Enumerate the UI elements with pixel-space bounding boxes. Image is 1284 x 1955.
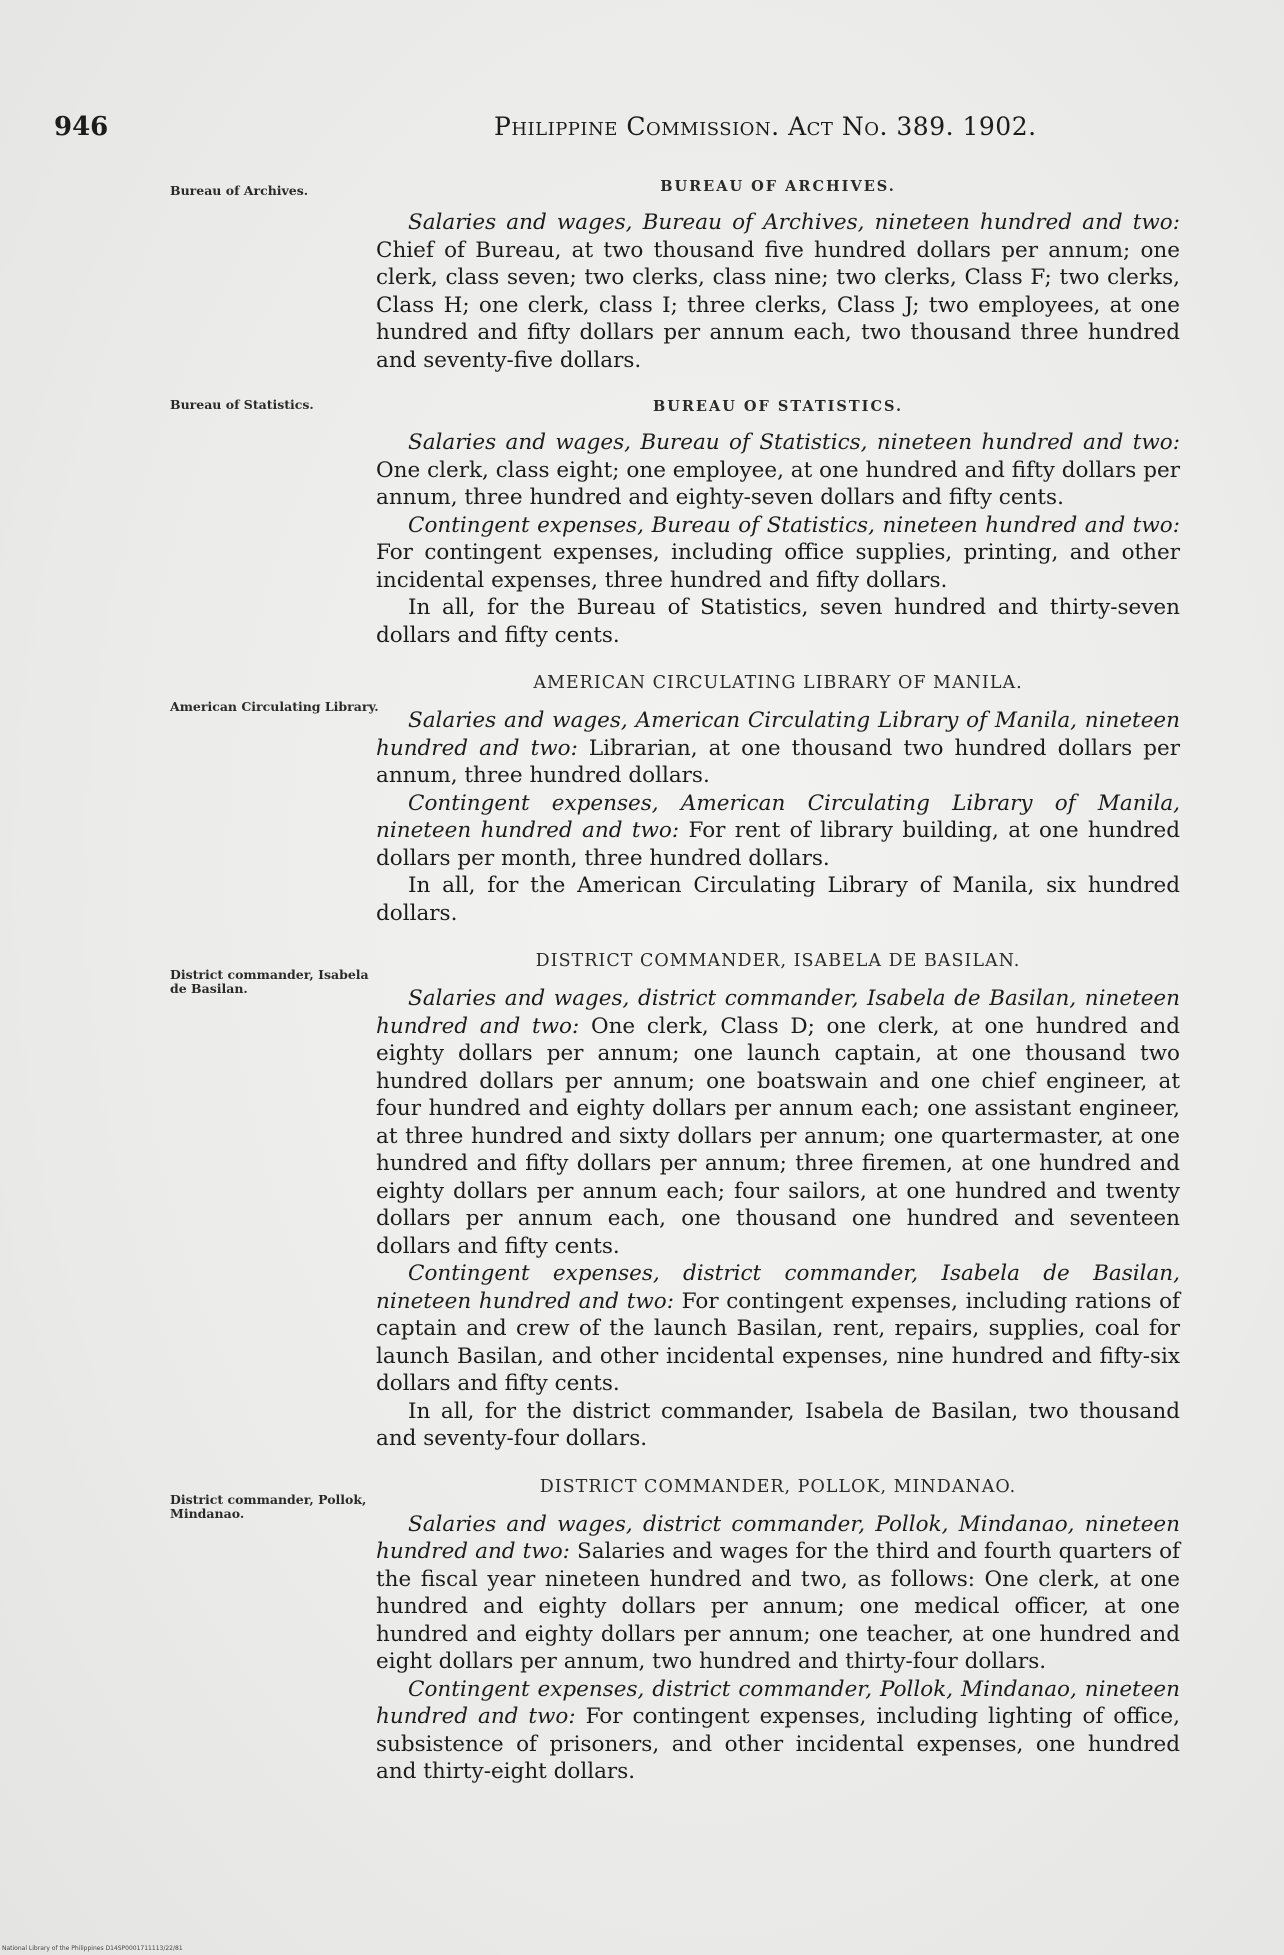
paragraph-lead: Contingent expenses, district commander, Pollok, Mindanao, nineteen hundred and two: (376, 1676, 1180, 1729)
paragraph (376, 790, 1180, 873)
paragraph (376, 1511, 1180, 1676)
paragraph-lead: Contingent expenses, district commander, Isabela de Basilan, nineteen hundred and two: (376, 1261, 1180, 1314)
paragraph-text: For contingent expenses, including lighting of office, subsistence of prisoners, and other incidental expenses, one hundred and thirty-eight dollars. (376, 1704, 1180, 1784)
main-content (376, 178, 1180, 1786)
section-statistics (376, 398, 1180, 649)
paragraph (376, 707, 1180, 790)
page-number: 946 (54, 112, 109, 142)
paragraph (376, 1398, 1180, 1453)
paragraph (376, 594, 1180, 649)
section-title: BUREAU OF STATISTICS. (652, 398, 903, 415)
margin-note-basilan: District commander, Isabela de Basilan. (170, 967, 369, 996)
margin-note-archives: Bureau of Archives. (170, 183, 309, 198)
paragraph-text: Salaries and wages for the third and fourth quarters of the fiscal year nineteen hundred and two, as follows: One clerk, at one hundred and eighty dollars per annum; one medical officer, at one hundred and eighty dollars per annum; one teacher, at one hundred and eight dollars per annum, two hundred and thirty-four dollars. (376, 1539, 1180, 1674)
page-header (54, 112, 1074, 148)
paragraph (376, 429, 1180, 512)
paragraph-lead: Salaries and wages, district commander, Isabela de Basilan, nineteen hundred and two: (376, 986, 1180, 1039)
paragraph-text: For contingent expenses, including office supplies, printing, and other incidental expenses, three hundred and fifty dollars. (376, 540, 1180, 593)
margin-note-pollok: District commander, Pollok, Mindanao. (170, 1492, 367, 1521)
paragraph-lead: Salaries and wages, American Circulating Library of Manila, nineteen hundred and two: (376, 708, 1180, 761)
paragraph-lead: Contingent expenses, American Circulating Library of Manila, nineteen hundred and two: (376, 790, 1180, 843)
section-title: DISTRICT COMMANDER, ISABELA DE BASILAN. (535, 951, 1021, 971)
section-library (376, 673, 1180, 927)
paragraph-lead: Salaries and wages, Bureau of Archives, nineteen hundred and two: (408, 210, 1180, 235)
paragraph-text: For contingent expenses, including rations of captain and crew of the launch Basilan, rent, repairs, supplies, coal for launch Basilan, and other incidental expenses, nine hundred and fifty-six dollars and fifty cents. (376, 1288, 1180, 1396)
section-title: DISTRICT COMMANDER, POLLOK, MINDANAO. (539, 1476, 1017, 1497)
section-archives (376, 178, 1180, 374)
running-head: Philippine Commission. Act No. 389. 1902. (494, 112, 1037, 141)
section-basilan (376, 951, 1180, 1453)
paragraph-text: Librarian, at one thousand two hundred dollars per annum, three hundred dollars. (376, 735, 1180, 788)
paragraph-text: One clerk, class eight; one employee, at one hundred and fifty dollars per annum, three hundred and eighty-seven dollars and fifty cents. (376, 457, 1180, 510)
paragraph-text: In all, for the American Circulating Library of Manila, six hundred dollars. (376, 873, 1180, 926)
section-title: AMERICAN CIRCULATING LIBRARY OF MANILA. (533, 673, 1023, 693)
scan-footer: National Library of the Philippines D14SP0001711113/22/81 (2, 1945, 183, 1952)
paragraph (376, 512, 1180, 595)
paragraph-text: For rent of library building, at one hundred dollars per month, three hundred dollars. (376, 818, 1180, 871)
section-title: BUREAU OF ARCHIVES. (660, 178, 896, 195)
paragraph-lead: Salaries and wages, district commander, Pollok, Mindanao, nineteen hundred and two: (376, 1511, 1180, 1564)
paragraph-text: Chief of Bureau, at two thousand five hundred dollars per annum; one clerk, class seven; two clerks, class nine; two clerks, Class F; two clerks, Class H; one clerk, class I; three clerks, Class J; two employees, at one hundred and fifty dollars per annum each, two thousand three hundred and seventy-five dollars. (376, 237, 1180, 373)
paragraph-lead: Salaries and wages, Bureau of Statistics, nineteen hundred and two: (408, 430, 1180, 455)
paragraph (376, 209, 1180, 374)
margin-note-library: American Circulating Library. (170, 699, 379, 714)
paragraph-text: In all, for the district commander, Isabela de Basilan, two thousand and seventy-four dollars. (376, 1398, 1180, 1451)
margin-note-statistics: Bureau of Statistics. (170, 397, 314, 412)
paragraph (376, 1676, 1180, 1786)
paragraph-lead: Contingent expenses, Bureau of Statistics, nineteen hundred and two: (408, 512, 1180, 538)
paragraph (376, 985, 1180, 1260)
paragraph (376, 872, 1180, 927)
paragraph (376, 1260, 1180, 1398)
paragraph-text: In all, for the Bureau of Statistics, seven hundred and thirty-seven dollars and fifty cents. (376, 595, 1180, 648)
section-pollok (376, 1477, 1180, 1786)
paragraph-text: One clerk, Class D; one clerk, at one hundred and eighty dollars per annum; one launch captain, at one thousand two hundred dollars per annum; one boatswain and one chief engineer, at four hundred and eighty dollars per annum each; one assistant engineer, at three hundred and sixty dollars per annum; one quartermaster, at one hundred and fifty dollars per annum; three firemen, at one hundred and eighty dollars per annum each; four sailors, at one hundred and twenty dollars per annum each, one thousand one hundred and seventeen dollars and fifty cents. (376, 1013, 1180, 1259)
